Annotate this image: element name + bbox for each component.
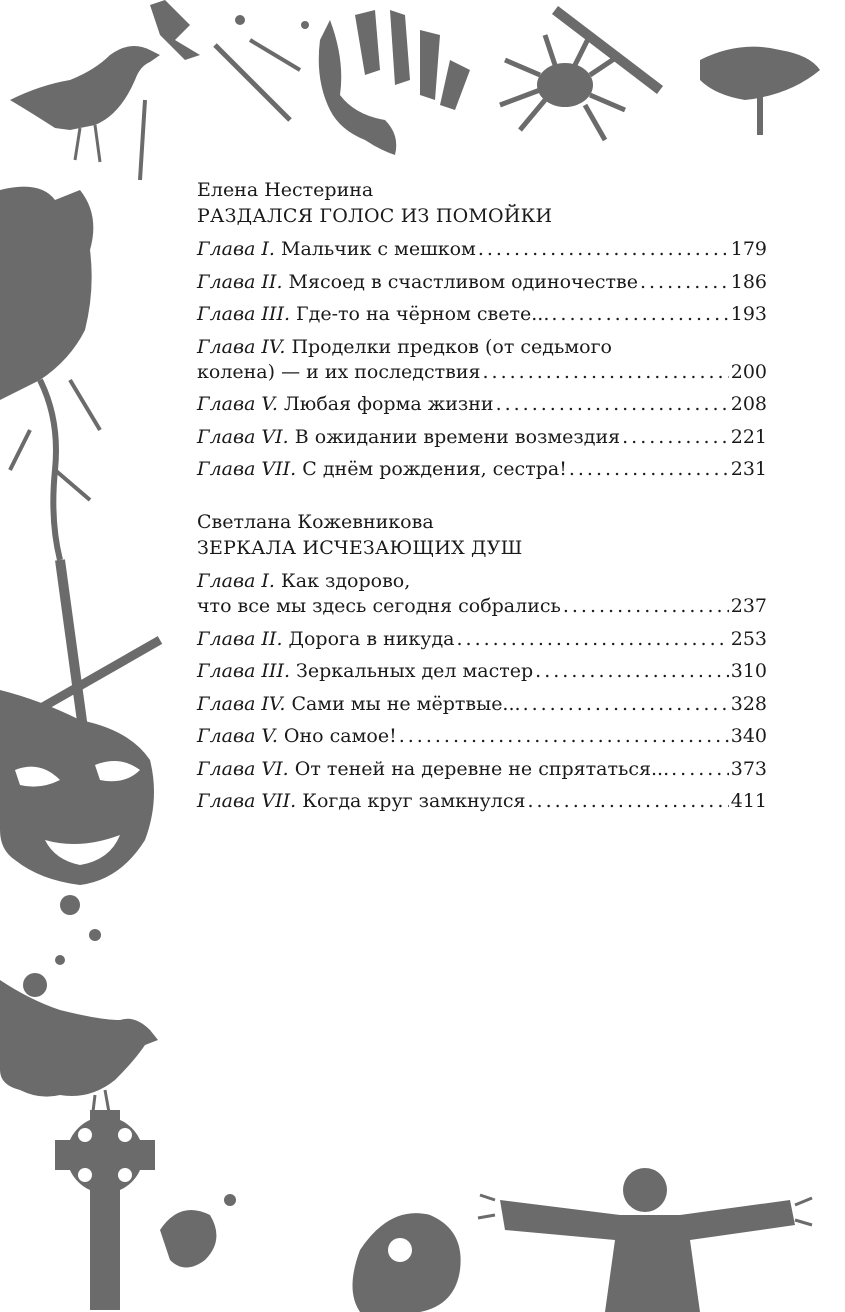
chapter-number: Глава VI. [197,425,289,448]
chapter-title: Где-то на чёрном свете... [296,303,550,325]
chapter-number: Глава VII. [197,458,297,480]
chapter-title-line1: Как здорово, [281,570,411,592]
leader-dots [496,392,729,417]
leader-dots [563,594,729,619]
page-number: 231 [730,458,767,480]
chapter-entry [197,627,767,652]
chapter-entry [197,569,767,619]
leader-dots [528,789,729,814]
leader-dots [535,659,729,684]
page-number: 193 [730,303,767,325]
page-number: 411 [730,790,767,812]
chapter-entry [197,237,767,262]
page-number: 179 [730,238,767,260]
chapter-entry [197,659,767,684]
celtic-cross-icon [55,1110,155,1310]
page-number: 186 [730,270,767,293]
chapter-title: От теней на деревне не спрятаться... [294,757,670,780]
leader-dots [478,237,729,262]
leader-dots [569,457,729,482]
page-number: 310 [730,660,767,682]
chapter-entry [197,789,767,814]
leader-dots [483,360,729,385]
chapter-number: Глава V. [197,725,278,747]
leader-dots [523,692,729,717]
chapter-number: Глава VI. [197,757,289,780]
chapter-number: Глава IV. [197,692,286,715]
author-name: Елена Нестерина [197,179,374,201]
page-number: 328 [730,692,767,715]
leader-dots [640,270,729,295]
chapter-number: Глава V. [197,393,278,415]
page-number: 221 [730,425,767,448]
chapter-title: Любая форма жизни [283,393,494,415]
page-number: 373 [730,757,767,780]
chapter-title: В ожидании времени возмездия [294,425,621,448]
hand-icon [319,10,470,155]
chapter-number: Глава I. [197,570,275,592]
chapter-number: Глава IV. [197,335,286,358]
leader-dots [456,627,728,652]
leader-dots [622,425,729,450]
chapter-entry [197,757,767,782]
ink-drips-icon [55,895,101,965]
chapter-title: Сами мы не мёртвые... [291,692,521,715]
page-number: 253 [730,627,767,650]
page-number: 340 [730,725,767,747]
chapter-entry [197,335,767,385]
chapter-number: Глава VII. [197,790,297,812]
chapter-entry [197,302,767,327]
chapter-list [197,569,767,814]
chapter-number: Глава II. [197,270,283,293]
toc-section [197,177,767,482]
crow-top-icon [10,46,160,180]
tree-silhouette-icon [0,187,100,560]
chapter-number: Глава III. [197,303,290,325]
chapter-title: Мальчик с мешком [281,238,476,260]
table-of-contents [197,177,767,822]
chapter-title-line1: Проделки предков (от седьмого [291,335,612,358]
page-number: 208 [730,393,767,415]
leader-dots [671,757,729,782]
page-number: 200 [730,360,767,383]
chapter-number: Глава II. [197,627,283,650]
author-name: Светлана Кожевникова [197,511,434,533]
chapter-entry [197,425,767,450]
leader-dots [399,724,729,749]
chapter-entry [197,457,767,482]
chapter-title: Дорога в никуда [288,627,455,650]
chapter-title: что все мы здесь сегодня собрались [197,595,561,617]
chapter-entry [197,724,767,749]
chapter-number: Глава I. [197,238,275,260]
story-title: ЗЕРКАЛА ИСЧЕЗАЮЩИХ ДУШ [197,537,523,559]
chapter-entry [197,692,767,717]
chapter-title: Зеркальных дел мастер [296,660,534,682]
chapter-entry [197,392,767,417]
chapter-title: колена) — и их последствия [197,360,481,383]
chapter-title: Оно самое! [283,725,397,747]
toc-section [197,509,767,814]
leader-dots [551,302,728,327]
crow-bottom-icon [0,973,158,1120]
chapter-title: Когда круг замкнулся [302,790,526,812]
story-title: РАЗДАЛСЯ ГОЛОС ИЗ ПОМОЙКИ [197,205,553,227]
chapter-title: С днём рождения, сестра! [302,458,567,480]
page-number: 237 [730,595,767,617]
splatter-top-left-icon [150,0,309,120]
skull-face-icon [0,560,160,885]
skull-bottom-icon [160,1194,461,1312]
chapter-number: Глава III. [197,660,290,682]
chapter-entry [197,270,767,295]
chapter-list [197,237,767,482]
chapter-title: Мясоед в счастливом одиночестве [288,270,638,293]
scarecrow-icon [478,1168,812,1312]
